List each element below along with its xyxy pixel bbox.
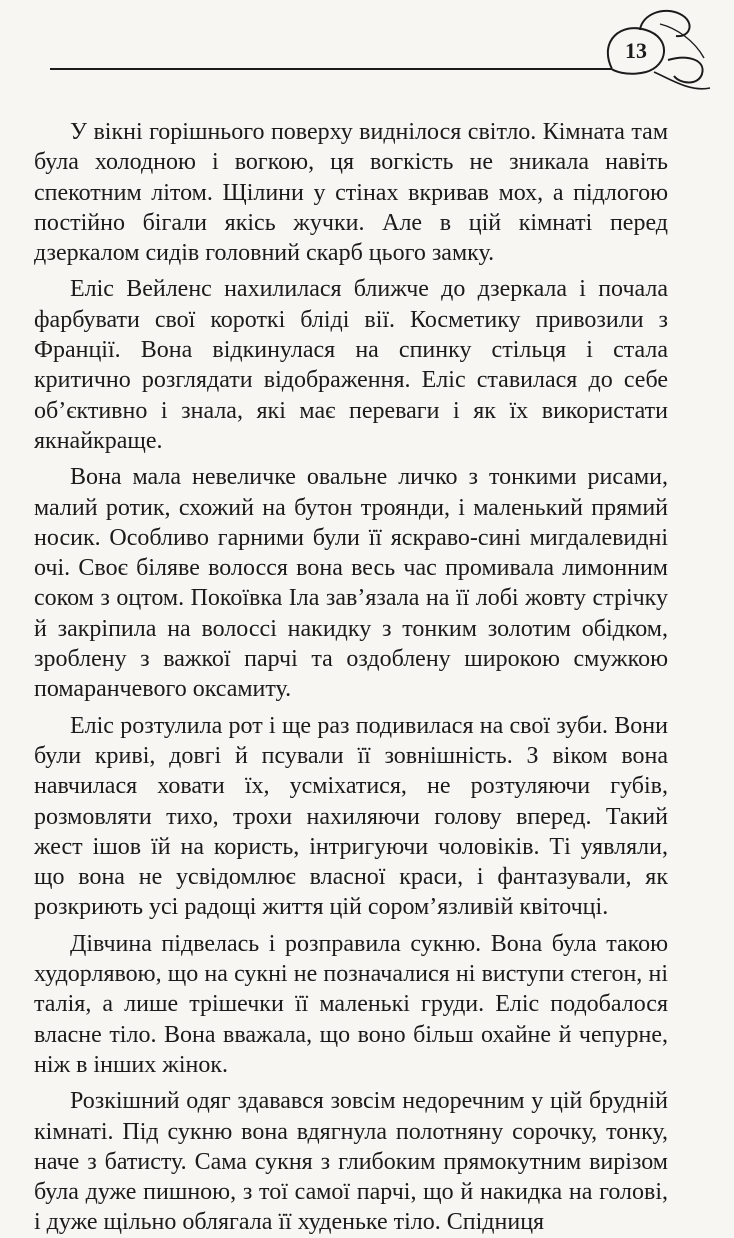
paragraph: Вона мала невеличке овальне личко з тонкими рисами, малий ротик, схожий на бутон троянди, і маленький прямий носик. Особливо гарними були її яскраво-сині мигдалевидні очі. Своє біляве волосся вона весь час промивала лимонним соком з оцтом. Покоївка Іла зав’язала на її лобі жовту стрічку й закріпила на волоссі накидку з тонким золотим обідком, зроблену з важкої парчі та оздоблену широкою смужкою помаранчевого оксамиту. — [34, 464, 668, 703]
page-header — [0, 0, 734, 100]
paragraph: Розкішний одяг здавався зовсім недоречним у цій брудній кімнаті. Під сукню вона вдягнула полотняну сорочку, тонку, наче з батисту. Сама сукня з глибоким прямокутним вирізом була дуже пишною, з тої самої парчі, що й накидка на голові, і дуже щільно облягала її худеньке тіло. Спідниця — [34, 1088, 668, 1236]
paragraph: Дівчина підвелась і розправила сукню. Вона була такою худорлявою, що на сукні не позначалися ні виступи стегон, ні талія, а лише трішечки її маленькі груди. Еліс подобалося власне тіло. Вона вважала, що воно більш охайне й чепурне, ніж в інших жінок. — [34, 930, 668, 1078]
paragraph: Еліс Вейленс нахилилася ближче до дзеркала і почала фарбувати свої короткі бліді вії. Косметику привозили з Франції. Вона відкинулася на спинку стільця і стала критично розглядати відображення. Еліс ставилася до себе об’єктивно і знала, які має переваги і як їх використати якнайкраще. — [34, 276, 668, 454]
paragraph: Еліс розтулила рот і ще раз подивилася на свої зуби. Вони були криві, довгі й псували її зовнішність. З віком вона навчилася ховати їх, усміхатися, не розтуляючи губів, розмовляти тихо, трохи нахиляючи голову вперед. Такий жест ішов їй на користь, інтригуючи чоловіків. Ті уявляли, що вона не усвідомлює власної краси, і фантазували, як розкриють усі радощі життя цій сором’язливій квіточці. — [34, 712, 668, 921]
page-number: 13 — [625, 38, 647, 63]
body-text — [34, 117, 668, 1238]
paragraph: У вікні горішнього поверху виднілося світло. Кімната там була холодною і вогкою, ця вогкість не зникала навіть спекотним літом. Щілини у стінах вкривав мох, а підлогою постійно бігали якісь жучки. Але в цій кімнаті перед дзеркалом сидів головний скарб цього замку. — [34, 119, 668, 267]
